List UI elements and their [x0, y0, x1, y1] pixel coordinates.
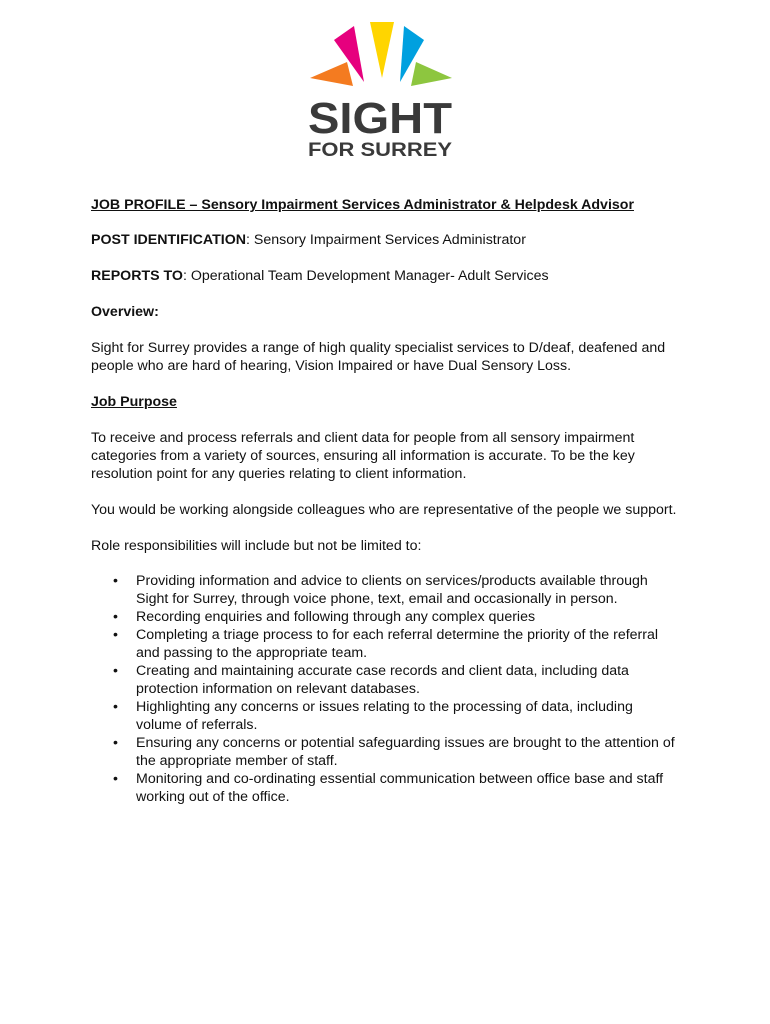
bullet-icon: • — [113, 699, 118, 715]
list-item-text: Highlighting any concerns or issues relating to the processing of data, including volume of referrals. — [136, 699, 633, 733]
responsibilities-intro: Role responsibilities will include but not be limited to: — [91, 538, 422, 554]
job-purpose-paragraph: To receive and process referrals and client data for people from all sensory impairment categories from a variety of sources, ensuring all information is accurate. To be the key resolution point for any queries relating to client information. — [91, 430, 635, 482]
list-item-text: Creating and maintaining accurate case records and client data, including data protection information on relevant databases. — [136, 663, 629, 697]
list-item — [91, 572, 681, 608]
job-profile-title: JOB PROFILE – Sensory Impairment Services Administrator & Helpdesk Advisor — [91, 197, 634, 213]
document-body — [91, 196, 681, 806]
list-item — [91, 770, 681, 806]
reports-to-label: REPORTS TO — [91, 268, 183, 284]
list-item — [91, 662, 681, 698]
logo-word-for-surrey: FOR SURREY — [308, 140, 453, 161]
colleagues-paragraph: You would be working alongside colleagues who are representative of the people we support. — [91, 502, 677, 518]
post-identification-value: : Sensory Impairment Services Administrator — [246, 232, 526, 248]
list-item-text: Ensuring any concerns or potential safeguarding issues are brought to the attention of the appropriate member of staff. — [136, 735, 675, 769]
logo-ray-green — [411, 62, 452, 86]
bullet-icon: • — [113, 663, 118, 679]
post-identification-label: POST IDENTIFICATION — [91, 232, 247, 248]
list-item — [91, 608, 681, 626]
bullet-icon: • — [113, 609, 118, 625]
list-item-text: Monitoring and co-ordinating essential communication between office base and staff working out of the office. — [136, 771, 664, 805]
bullet-icon: • — [113, 735, 118, 751]
bullet-icon: • — [113, 627, 118, 643]
bullet-icon: • — [113, 573, 118, 589]
job-purpose-heading: Job Purpose — [91, 394, 177, 410]
list-item-text: Completing a triage process to for each referral determine the priority of the referral and passing to the appropriate team. — [136, 627, 659, 661]
list-item — [91, 626, 681, 662]
list-item — [91, 734, 681, 770]
overview-text: Sight for Surrey provides a range of high quality specialist services to D/deaf, deafened and people who are hard of hearing, Vision Impaired or have Dual Sensory Loss. — [91, 340, 666, 374]
logo-ray-orange — [310, 62, 353, 86]
sight-for-surrey-logo — [296, 18, 466, 163]
list-item-text: Recording enquiries and following through any complex queries — [136, 609, 536, 625]
list-item — [91, 698, 681, 734]
logo-rays — [310, 22, 452, 86]
overview-heading: Overview: — [91, 304, 159, 320]
logo-word-sight: SIGHT — [308, 94, 453, 143]
responsibilities-list — [91, 572, 681, 806]
list-item-text: Providing information and advice to clients on services/products available through Sight for Surrey, through voice phone, text, email and occasionally in person. — [136, 573, 648, 607]
bullet-icon: • — [113, 771, 118, 787]
post-identification — [91, 231, 681, 249]
logo-ray-yellow — [370, 22, 394, 78]
reports-to — [91, 267, 681, 285]
reports-to-value: : Operational Team Development Manager- Adult Services — [182, 268, 549, 284]
